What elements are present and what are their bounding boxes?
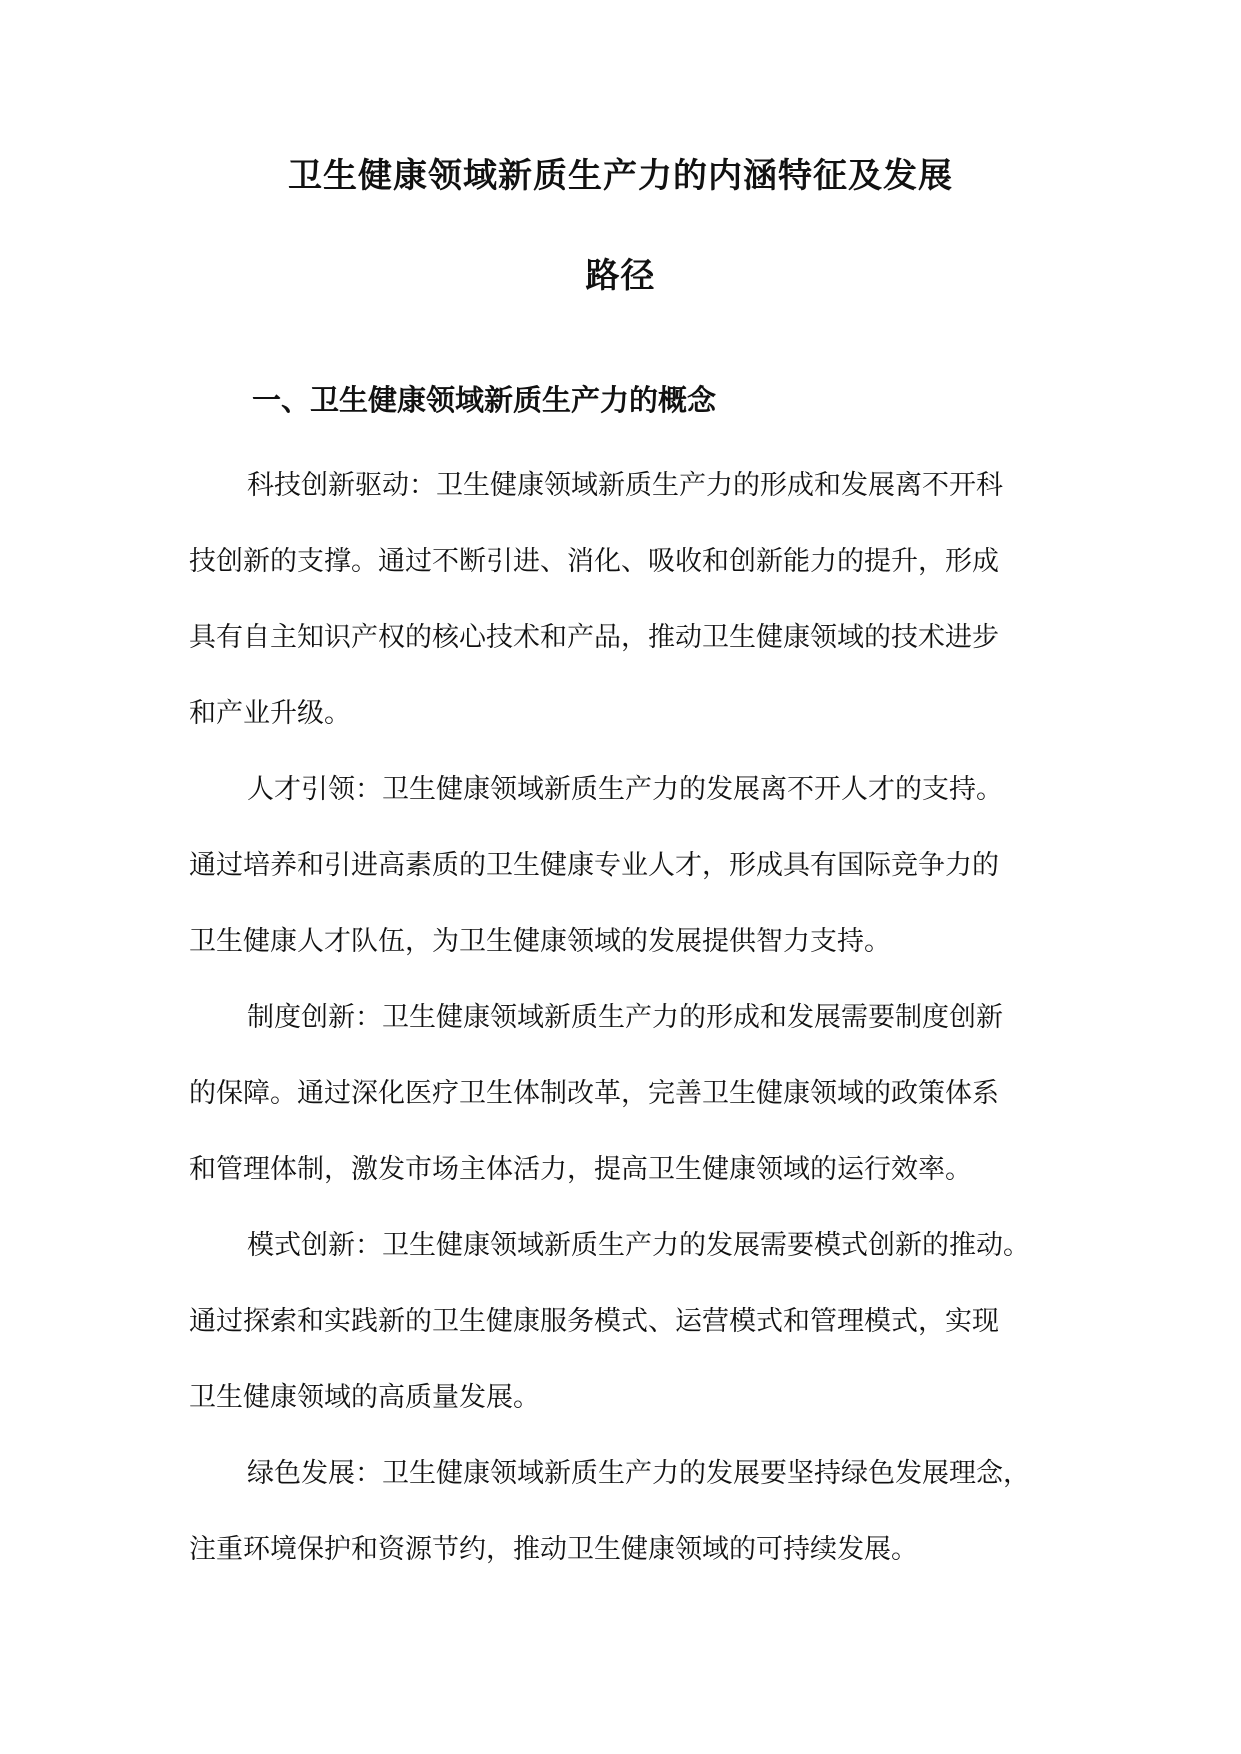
paragraph-line: 通过培养和引进高素质的卫生健康专业人才，形成具有国际竞争力的 bbox=[189, 850, 999, 881]
paragraph-line: 和产业升级。 bbox=[189, 698, 351, 729]
paragraph-line: 制度创新：卫生健康领域新质生产力的形成和发展需要制度创新 bbox=[247, 1002, 1003, 1033]
paragraph-line: 卫生健康领域的高质量发展。 bbox=[189, 1382, 540, 1413]
document-title-line-2: 路径 bbox=[585, 256, 656, 296]
document-title-line-1: 卫生健康领域新质生产力的内涵特征及发展 bbox=[288, 156, 953, 196]
paragraph-line: 绿色发展：卫生健康领域新质生产力的发展要坚持绿色发展理念， bbox=[247, 1458, 1030, 1489]
paragraph-line: 通过探索和实践新的卫生健康服务模式、运营模式和管理模式，实现 bbox=[189, 1306, 999, 1337]
paragraph-line: 科技创新驱动：卫生健康领域新质生产力的形成和发展离不开科 bbox=[247, 470, 1003, 501]
paragraph-line: 具有自主知识产权的核心技术和产品，推动卫生健康领域的技术进步 bbox=[189, 622, 999, 653]
paragraph-line: 人才引领：卫生健康领域新质生产力的发展离不开人才的支持。 bbox=[247, 774, 1003, 805]
paragraph-line: 注重环境保护和资源节约，推动卫生健康领域的可持续发展。 bbox=[189, 1534, 918, 1565]
paragraph-line: 卫生健康人才队伍，为卫生健康领域的发展提供智力支持。 bbox=[189, 926, 891, 957]
paragraph-line: 的保障。通过深化医疗卫生体制改革，完善卫生健康领域的政策体系 bbox=[189, 1078, 999, 1109]
paragraph-line: 技创新的支撑。通过不断引进、消化、吸收和创新能力的提升，形成 bbox=[189, 546, 999, 577]
section-heading: 一、卫生健康领域新质生产力的概念 bbox=[252, 383, 717, 417]
paragraph-line: 和管理体制，激发市场主体活力，提高卫生健康领域的运行效率。 bbox=[189, 1154, 972, 1185]
paragraph-line: 模式创新：卫生健康领域新质生产力的发展需要模式创新的推动。 bbox=[247, 1230, 1030, 1261]
